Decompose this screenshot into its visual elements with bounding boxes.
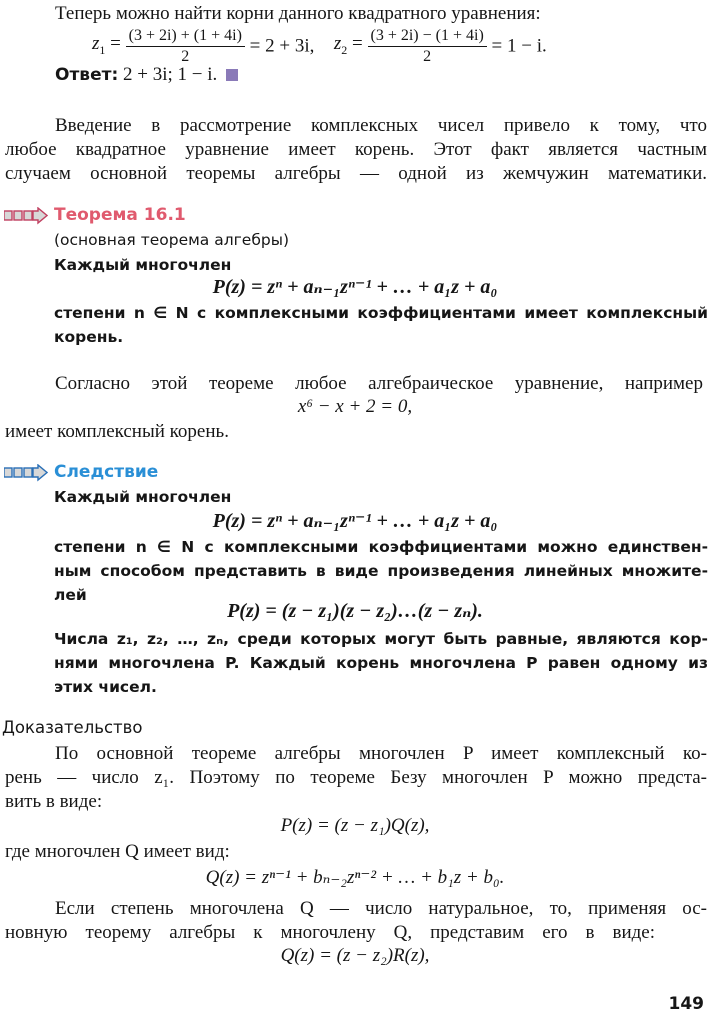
answer-line	[55, 64, 238, 86]
roots-formula: $z_1$ = $\frac{(3 + 2i) + (1 + 4i)}{2}$ = 2 + 3i, $z_2$ = $\frac{(3 + 2i) - (1 + 4i)}{2}$ = 1 − i.	[92, 27, 547, 65]
proof-line3: вить в виде:	[5, 791, 103, 812]
end-of-solution-icon	[226, 69, 238, 81]
paragraph2-equation	[0, 396, 710, 418]
corollary-line7: этих чисел.	[54, 678, 157, 696]
proof-formula3	[0, 945, 710, 967]
corollary-line2: степени n ∈ N с комплексными коэффициентами можно единствен-	[54, 538, 708, 556]
proof-formula1	[0, 815, 710, 837]
z2-result: = 1 − i.	[491, 35, 547, 57]
paragraph1-line3: случаем основной теоремы алгебры — одной из жемчужин математики.	[5, 163, 707, 184]
proof-line5: Если степень многочлена Q — число натуральное, то, применяя ос-	[55, 898, 707, 919]
paragraph2-line2: имеет комплексный корень.	[5, 421, 229, 442]
proof-title: Доказательство	[2, 718, 143, 737]
theorem-line1: Каждый многочлен	[54, 256, 232, 274]
paragraph1-line2: любое квадратное уравнение имеет корень. Этот факт является частным	[5, 139, 707, 160]
intro-line: Теперь можно найти корни данного квадратного уравнения:	[55, 3, 541, 24]
corollary-line6: нями многочлена P. Каждый корень многочлена P равен одному из	[54, 654, 708, 672]
answer-value: 2 + 3i; 1 − i.	[123, 64, 218, 85]
proof-line6: новную теорему алгебры к многочлену Q, представим его в виде:	[5, 922, 655, 943]
z1-fraction	[126, 26, 245, 67]
paragraph1-line1: Введение в рассмотрение комплексных чисел привело к тому, что	[55, 115, 707, 136]
corollary-line4: лей	[54, 586, 87, 604]
answer-label: Ответ:	[55, 65, 119, 85]
corollary-line3: ным способом представить в виде произведения линейных множите-	[54, 562, 708, 580]
proof-line1: По основной теореме алгебры многочлен P имеет комплексный ко-	[55, 743, 707, 764]
proof-formula2	[0, 866, 710, 889]
proof-formula1-text: P(z) = (z − z₁)Q(z),	[280, 815, 430, 836]
corollary-arrow-icon	[4, 464, 48, 482]
theorem-line3: корень.	[54, 328, 124, 346]
z1-result: = 2 + 3i,	[249, 35, 315, 57]
corollary-formula1-text: P(z) = zⁿ + aₙ₋₁zⁿ⁻¹ + … + a₁z + a₀	[212, 510, 498, 532]
corollary-formula1	[0, 508, 710, 533]
example-equation: x⁶ − x + 2 = 0,	[297, 396, 413, 417]
corollary-line1: Каждый многочлен	[54, 488, 232, 506]
proof-line2: рень — число z₁. Поэтому по теореме Безу многочлен P можно предста-	[5, 767, 707, 788]
corollary-formula2	[0, 598, 710, 623]
theorem-formula-text: P(z) = zⁿ + aₙ₋₁zⁿ⁻¹ + … + a₁z + a₀	[212, 276, 498, 298]
z2-numerator: (3 + 2i) − (1 + 4i)	[368, 26, 487, 47]
theorem-line2: степени n ∈ N с комплексными коэффициентами имеет комплексный	[54, 304, 708, 322]
theorem-formula	[0, 274, 710, 299]
theorem-subtitle: (основная теорема алгебры)	[54, 231, 289, 249]
z1-numerator: (3 + 2i) + (1 + 4i)	[126, 26, 245, 47]
z2-label: z	[333, 32, 342, 54]
paragraph2-line1: Согласно этой теореме любое алгебраическое уравнение, например	[55, 373, 703, 394]
corollary-line5: Числа z₁, z₂, …, zₙ, среди которых могут быть равные, являются кор-	[54, 630, 708, 648]
z1-sub: 1	[99, 42, 106, 57]
z2-fraction	[368, 26, 487, 67]
page-number: 149	[668, 994, 704, 1014]
corollary-formula2-text: P(z) = (z − z₁)(z − z₂)…(z − zₙ).	[227, 600, 483, 622]
theorem-arrow-icon	[4, 207, 48, 225]
proof-formula3-text: Q(z) = (z − z₂)R(z),	[280, 945, 430, 966]
corollary-title: Следствие	[54, 462, 159, 482]
z2-denominator: 2	[423, 48, 432, 65]
proof-formula2-text: Q(z) = zⁿ⁻¹ + bₙ₋₂zⁿ⁻² + … + b₁z + b₀.	[205, 867, 505, 888]
theorem-title: Теорема 16.1	[54, 205, 186, 225]
proof-line4: где многочлен Q имеет вид:	[5, 841, 230, 862]
z1-denominator: 2	[181, 48, 190, 65]
z1-label: z	[92, 32, 100, 54]
z2-sub: 2	[341, 42, 348, 57]
